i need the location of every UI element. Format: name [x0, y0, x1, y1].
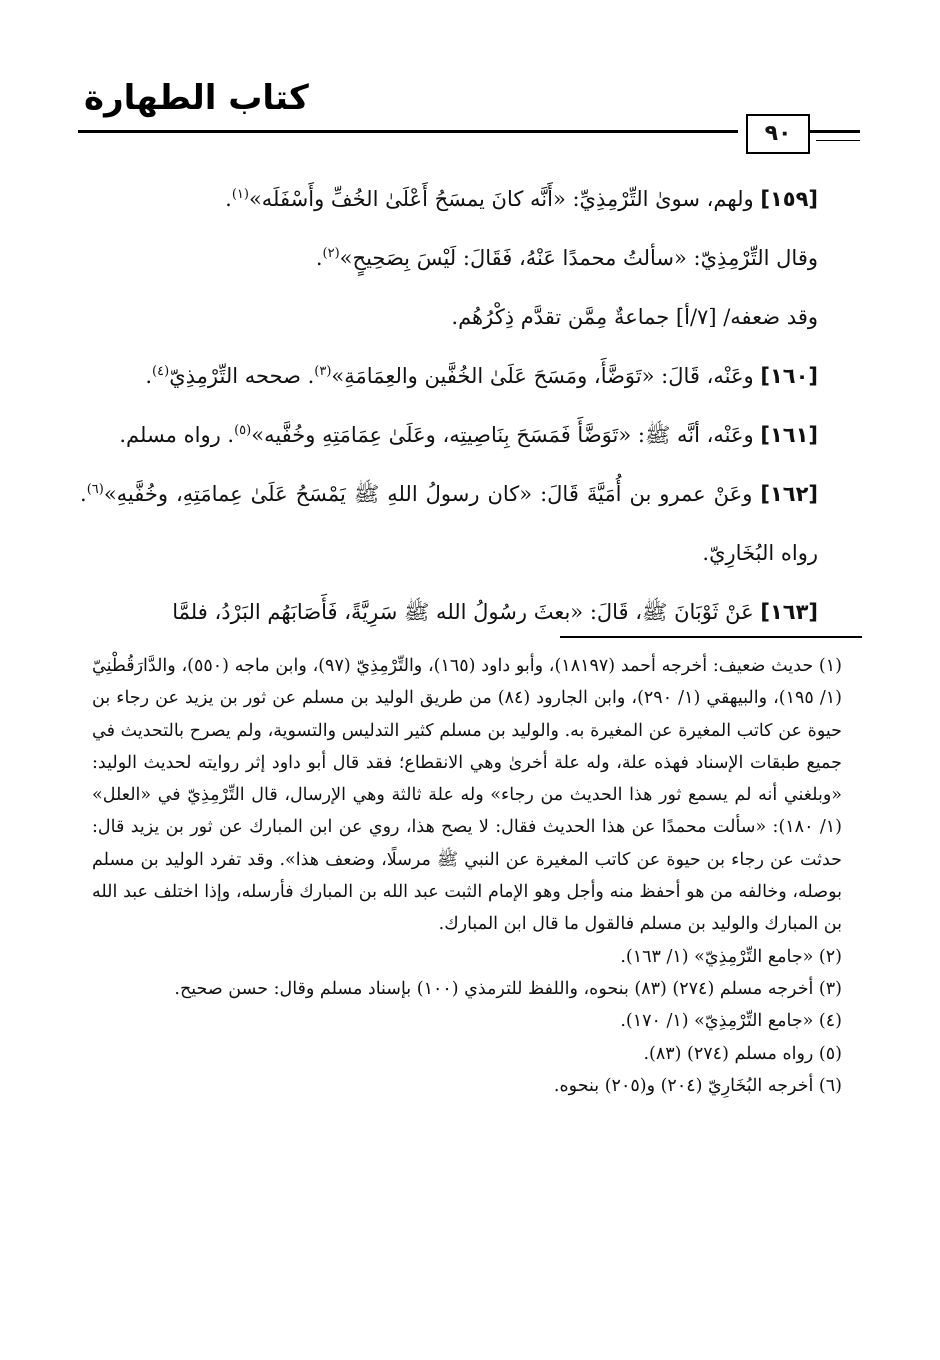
hadith-number: [١٦٢] [760, 482, 818, 506]
book-title: كتاب الطهارة [84, 78, 309, 118]
hadith-text: وقال التِّرْمِذِيّ: «سألتُ محمدًا عَنْهُ، فَقَالَ: لَيْسَ بِصَحِيحٍ» [339, 246, 818, 270]
hadith-159-comment: وقال التِّرْمِذِيّ: «سألتُ محمدًا عَنْهُ، فَقَالَ: لَيْسَ بِصَحِيحٍ»$^{(٢)}$. [315, 246, 818, 270]
footnote-6: (٦) أخرجه البُخَارِيّ (٢٠٤) و(٢٠٥) بنحوه. [553, 1075, 842, 1096]
header-rule [78, 130, 738, 133]
hadith-159-note [80, 288, 818, 347]
hadith-number: [١٦١] [760, 423, 818, 447]
hadith-text: وعَنْ عمرو بن أُمَيَّةَ قَالَ: «كان رسولُ اللهِ ﷺ يَمْسَحُ عَلَىٰ عِمامَتِهِ، وخُفَّيهِ» [103, 482, 753, 506]
hadith-text: عَنْ ثَوْبَانَ ﷺ، قَالَ: «بعثَ رسُولُ الله ﷺ سَرِيَّةً، فَأَصَابَهُم البَرْدُ، فلمَّا [172, 600, 754, 624]
hadith-grade: . صححه التِّرْمِذِيّ [169, 364, 315, 388]
footnote-ref[interactable]: (٥) [234, 423, 252, 438]
hadith-number: [١٦٠] [760, 364, 818, 388]
hadith-number: [١٦٣] [760, 600, 818, 624]
hadith-source: . رواه مسلم. [119, 423, 235, 447]
footnote-ref[interactable]: (٦) [86, 482, 104, 497]
hadith-text: ولهم، سوىٰ التِّرْمِذِيِّ: «أَنَّه كانَ يمسَحُ أَعْلَىٰ الخُفِّ وأَسْفَلَه» [248, 187, 754, 211]
hadith-source: . رواه البُخَارِيّ. [80, 482, 818, 565]
hadith-163 [80, 583, 818, 642]
hadith-162 [80, 465, 818, 583]
footnote-1: (١) حديث ضعيف: أخرجه أحمد (١٨١٩٧)، وأبو داود (١٦٥)، والتِّرْمِذِيّ (٩٧)، وابن ماجه (٥٥٠)، والدَّارَقُطْنِيّ (١/ ١٩٥)، والبيهقي (١/ ٢٩٠)، وابن الجارود (٨٤) من طريق الوليد بن مسلم عن ثور بن يزيد عن رجاء بن حيوة عن كاتب المغيرة عن المغيرة به. والوليد بن مسلم كثير التدليس والتسوية، ولم يصرح بالتحديث في جميع طبقات الإسناد فهذه علة، وله علة أخرىٰ وهي الانقطاع؛ فقد قال أبو داود إثر روايته لحديث الوليد: «وبلغني أنه لم يسمع ثور هذا الحديث من رجاء» وله علة ثالثة وهي الإرسال، قال التِّرْمِذِيّ في «العلل» (١/ ١٨٠): «سألت محمدًا عن هذا الحديث فقال: لا يصح هذا، روي عن ابن المبارك عن ثور بن يزيد قال: حدثت عن رجاء بن حيوة عن كاتب المغيرة عن النبي ﷺ مرسلًا، وضعف هذا». وقد تفرد الوليد بن مسلم بوصله، وخالفه من هو أحفظ منه وأجل وهو الإمام الثبت عبد الله بن المبارك فأرسله، وإذا اختلف عبد الله بن المبارك والوليد بن مسلم فالقول ما قال ابن المبارك. [92, 656, 842, 935]
footnotes [92, 650, 862, 1102]
footnote-3: (٣) أخرجه مسلم (٢٧٤) (٨٣) بنحوه، واللفظ للترمذي (١٠٠) بإسناد مسلم وقال: حسن صحيح. [174, 978, 842, 999]
hadith-text: وعَنْه، أنَّه ﷺ: «تَوَضَّأَ فَمَسَحَ بِنَاصِيتِه، وعَلَىٰ عِمَامَتِهِ وخُفَّيه» [251, 423, 754, 447]
footnote-ref[interactable]: (٢) [322, 246, 340, 261]
hadith-text: وقد ضعفه/ [٧/أ] جماعةٌ مِمَّن تقدَّم ذِكْرُهُم. [451, 305, 818, 329]
footnote-separator [560, 636, 862, 638]
header-rule-right-thin [816, 140, 860, 141]
hadith-number: [١٥٩] [760, 187, 818, 211]
hadith-161 [80, 406, 818, 465]
main-text [80, 170, 818, 642]
page-number: ٩٠ [746, 114, 810, 154]
hadith-text: وعَنْه، قَالَ: «تَوَضَّأَ، ومَسَحَ عَلَىٰ الخُفَّين والعِمَامَةِ» [331, 364, 754, 388]
footnote-ref[interactable]: (٤) [152, 364, 170, 379]
footnote-ref[interactable]: (١) [231, 187, 249, 202]
hadith-159: [١٥٩] ولهم، سوىٰ التِّرْمِذِيِّ: «أَنَّه كانَ يمسَحُ أَعْلَىٰ الخُفِّ وأَسْفَلَه»$^{(١)}$. [225, 187, 818, 211]
footnote-5: (٥) رواه مسلم (٢٧٤) (٨٣). [643, 1043, 842, 1064]
footnote-ref[interactable]: (٣) [314, 364, 332, 379]
footnote-4: (٤) «جامع التِّرْمِذِيّ» (١/ ١٧٠). [620, 1011, 842, 1032]
footnote-2: (٢) «جامع التِّرْمِذِيّ» (١/ ١٦٣). [620, 946, 842, 967]
page-header [78, 70, 860, 160]
hadith-160: [١٦٠] وعَنْه، قَالَ: «تَوَضَّأَ، ومَسَحَ عَلَىٰ الخُفَّين والعِمَامَةِ»$^{(٣)}$. صححه التِّرْمِذِيّ$^{(٤)}$. [145, 364, 818, 388]
